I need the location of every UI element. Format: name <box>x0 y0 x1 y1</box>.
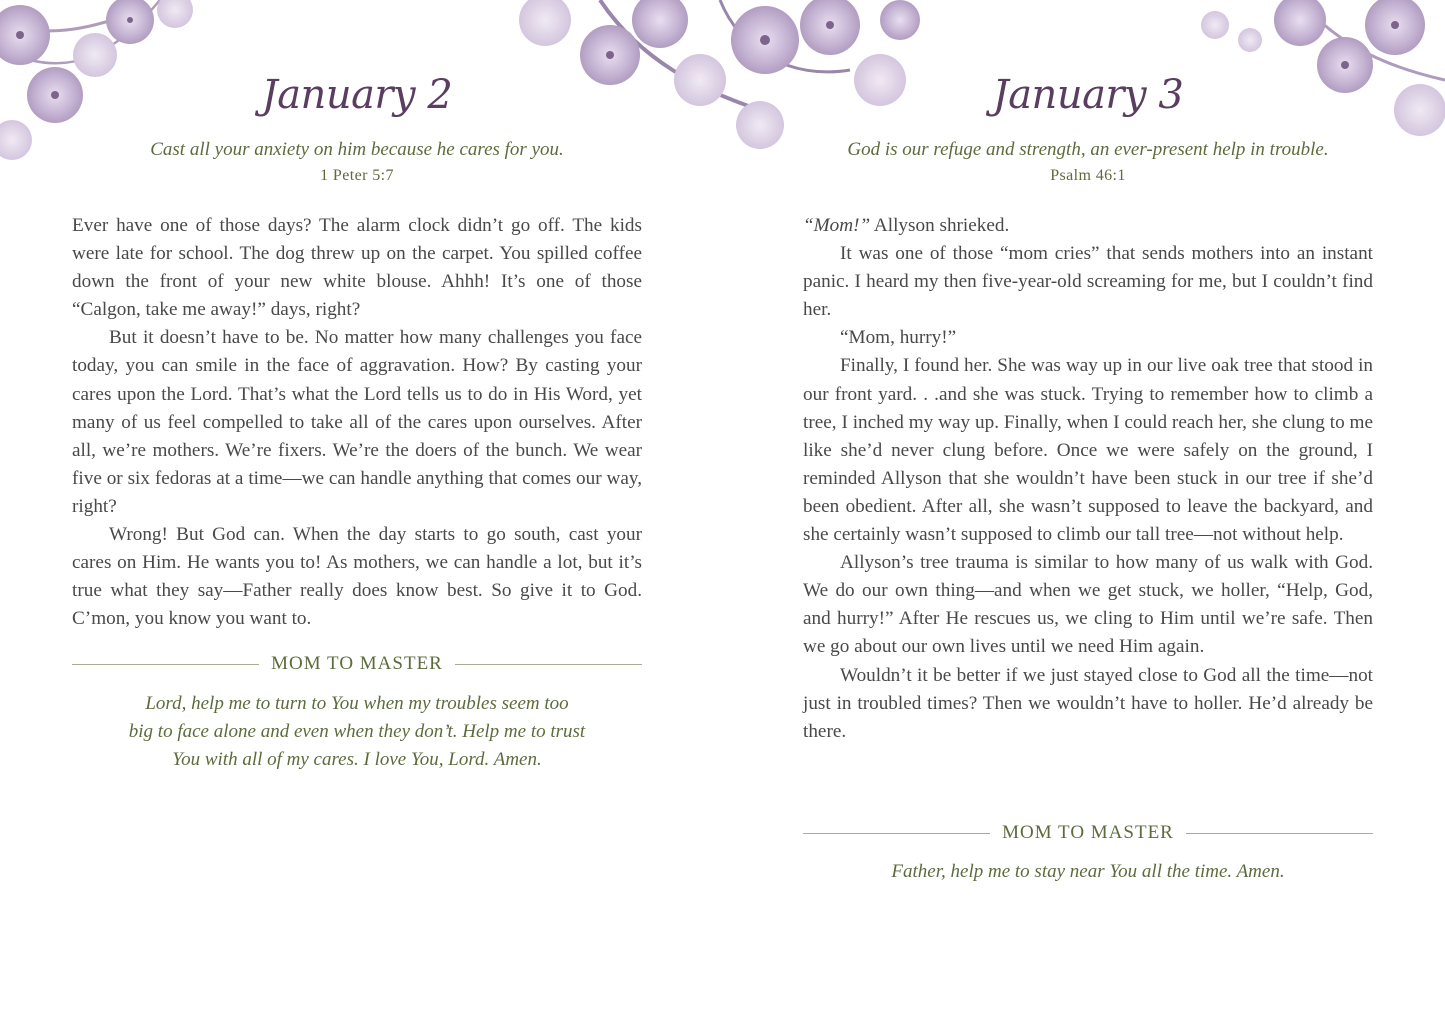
paragraph: But it doesn’t have to be. No matter how many challenges you face today, you can smile in the face of aggravation. How? By casting your cares upon the Lord. That’s what the Lord tells us to do in His Word, yet many of us feel compelled to take all of the cares upon ourselves. After all, we’re mothers. We’re fixers. We’re the doers of the bunch. We wear five or six fedoras at a time—we can handle anything that comes our way, right? <box>72 327 642 517</box>
page-date: January 2 <box>261 72 453 118</box>
section-divider <box>803 821 1373 845</box>
emphasis-text: “Mom!” <box>803 215 871 236</box>
scripture-reference: Psalm 46:1 <box>1050 167 1126 184</box>
paragraph: It was one of those “mom cries” that sends mothers into an instant panic. I heard my then five-year-old screaming for me, but I couldn’t find her. <box>803 243 1373 321</box>
divider-rule <box>803 833 990 834</box>
section-label: MOM TO MASTER <box>271 653 443 674</box>
paragraph <box>803 212 1373 240</box>
scripture-verse: God is our refuge and strength, an ever-present help in trouble. <box>847 139 1329 160</box>
scripture-reference: 1 Peter 5:7 <box>320 167 394 184</box>
prayer <box>72 690 642 774</box>
paragraph: Wrong! But God can. When the day starts to go south, cast your cares on Him. He wants you to! As mothers, we can handle a lot, but it’s true what they say—Father really does know best. So give it to God. C’mon, you know you want to. <box>72 524 642 630</box>
floral-decoration <box>0 0 1445 240</box>
prayer-line: You with all of my cares. I love You, Lord. Amen. <box>172 749 542 770</box>
divider-rule <box>1186 833 1373 834</box>
prayer-line: big to face alone and even when they don’t. Help me to trust <box>128 721 586 742</box>
paragraph: Finally, I found her. She was way up in our live oak tree that stood in our front yard. . .and she was stuck. Trying to remember how to climb a tree, I inched my way up. Finally, when I could reach her, she clung to me like she’d never clung before. Once we were safely on the ground, I reminded Allyson that she wouldn’t have been stuck in our tree if she’d been obedient. After all, she wasn’t supposed to leave the backyard, and she certainly wasn’t supposed to climb our tall tree—not without help. <box>803 355 1373 546</box>
paragraph: Wouldn’t it be better if we just stayed close to God all the time—not just in troubled times? Then we wouldn’t have to holler. He’d already be there. <box>803 664 1373 742</box>
scripture-verse: Cast all your anxiety on him because he cares for you. <box>150 139 564 160</box>
prayer-line: Lord, help me to turn to You when my troubles seem too <box>145 693 569 714</box>
devotional-body <box>803 212 1373 746</box>
divider-rule <box>72 664 259 665</box>
paragraph: Ever have one of those days? The alarm clock didn’t go off. The kids were late for school. The dog threw up on the carpet. You spilled coffee down the front of your new white blouse. Ahhh! It’s one of those “Calgon, take me away!” days, right? <box>72 215 642 321</box>
paragraph-text: Allyson shrieked. <box>870 215 1010 236</box>
devotional-body <box>72 212 642 633</box>
divider-rule <box>455 664 642 665</box>
paragraph: Allyson’s tree trauma is similar to how many of us walk with God. We do our own thing—and when we get stuck, we holler, “Help, God, and hurry!” After He rescues us, we cling to Him until we’re safe. Then we go about our own lives until we need Him again. <box>803 552 1373 658</box>
page-date: January 3 <box>992 72 1184 118</box>
paragraph: “Mom, hurry!” <box>840 327 957 349</box>
prayer <box>803 858 1373 886</box>
section-label: MOM TO MASTER <box>1002 822 1174 843</box>
section-divider <box>72 652 642 676</box>
prayer-line: Father, help me to stay near You all the time. Amen. <box>891 861 1285 882</box>
